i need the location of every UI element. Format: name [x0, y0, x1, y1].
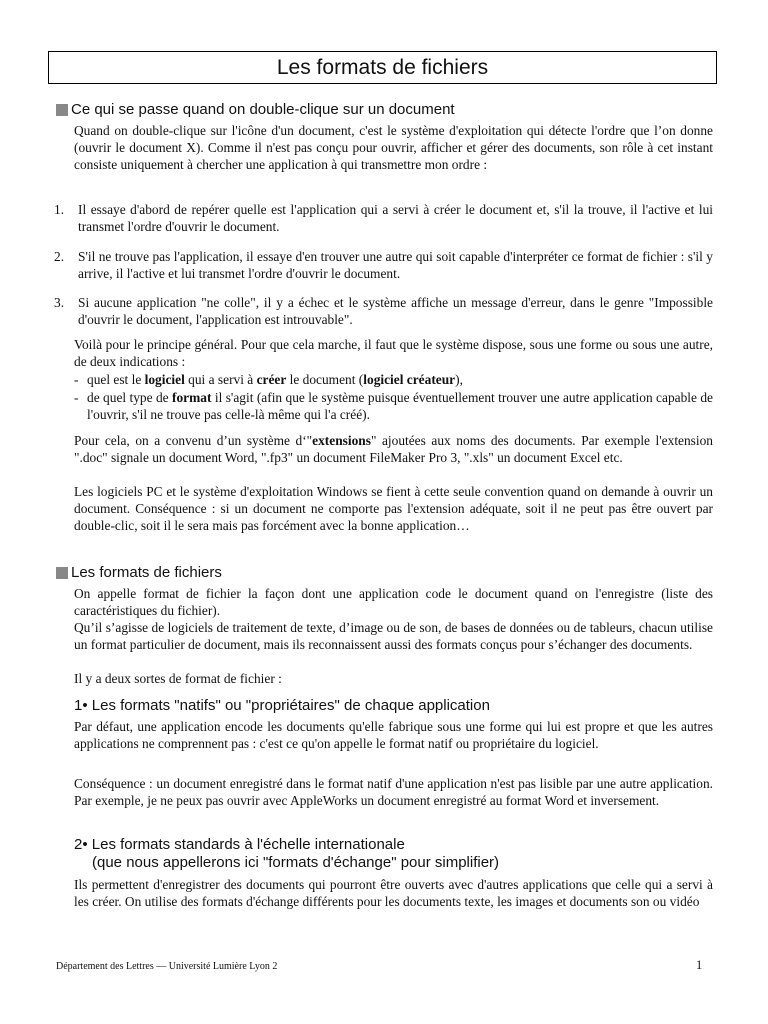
dash-marker: -: [74, 372, 79, 387]
dash-item-software: quel est le logiciel qui a servi à créer le document (logiciel créateur),: [87, 372, 463, 387]
format-definition-paragraph: On appelle format de fichier la façon dont une application code le document quand on l'enregistre (liste des caractéristiques du fichier).: [74, 586, 713, 618]
windows-paragraph: Les logiciels PC et le système d'exploitation Windows se fient à cette seule convention quand on demande à ouvrir un document. Conséquence : si un document ne comporte pas l'extension adéquate, soit il ne peut pas être ouvert par double-clic, soit il le sera mais pas forcément avec la bonne application…: [74, 484, 713, 533]
step-number: 1.: [54, 202, 65, 217]
step-text: Si aucune application "ne colle", il y a échec et le système affiche un message d'erreur, dans le genre "Impossible d'ouvrir le document, l'application est introuvable".: [78, 295, 713, 327]
footer-text: Département des Lettres — Université Lumière Lyon 2: [56, 961, 278, 972]
consequence-paragraph: Conséquence : un document enregistré dans le format natif d'une application n'est pas lisible par une autre application. Par exemple, je ne peux pas ouvrir avec AppleWorks un document enregistré au format Word et inversement.: [74, 776, 713, 808]
page-number: 1: [696, 958, 703, 972]
principle-paragraph: Voilà pour le principe général. Pour que cela marche, il faut que le système dispose, sous une forme ou sous une autre, de deux indications :: [74, 337, 713, 369]
two-kinds-paragraph: Il y a deux sortes de format de fichier :: [74, 671, 282, 686]
software-types-paragraph: Qu’il s’agisse de logiciels de traitement de texte, d’image ou de son, de bases de données ou de tableurs, chacun utilise un format particulier de document, mais ils reconnaissent aussi des formats conçus pour s’échanger des documents.: [74, 620, 713, 652]
subheading-native-formats: 1• Les formats "natifs" ou "propriétaires" de chaque application: [74, 697, 490, 714]
step-number: 3.: [54, 295, 65, 310]
square-bullet-icon: [56, 104, 68, 116]
step-text: Il essaye d'abord de repérer quelle est l'application qui a servi à créer le document et, s'il la trouve, il l'active et lui transmet l'ordre d'ouvrir le document.: [78, 202, 713, 234]
intro-paragraph: Quand on double-clique sur l'icône d'un document, c'est le système d'exploitation qui détecte l'ordre que l’on donne (ouvrir le document X). Comme il n'est pas conçu pour ouvrir, afficher et gérer des documents, son rôle à cet instant consiste uniquement à chercher une application à qui transmettre mon ordre :: [74, 123, 713, 172]
section-heading-text: Ce qui se passe quand on double-clique sur un document: [71, 101, 455, 118]
extensions-paragraph: Pour cela, on a convenu d’un système d‘"extensions" ajoutées aux noms des documents. Par exemple l'extension ".doc" signale un document Word, ".fp3" un document FileMaker Pro 3, ".xls" un document Excel etc.: [74, 433, 714, 465]
subheading-exchange-formats: (que nous appellerons ici "formats d'échange" pour simplifier): [92, 854, 500, 871]
section-heading-double-click: [56, 101, 455, 118]
step-number: 2.: [54, 249, 65, 264]
section-heading-formats: [56, 564, 222, 581]
subheading-standard-formats: 2• Les formats standards à l'échelle internationale: [74, 836, 405, 853]
dash-item-format: de quel type de format il s'agit (afin que le système puisque éventuellement trouver une autre application capable de l'ouvrir, s'il ne trouve pas celle-là même qui l'a créé).: [87, 390, 713, 422]
page-title: Les formats de fichiers: [48, 51, 717, 84]
dash-marker: -: [74, 390, 79, 405]
exchange-paragraph: Ils permettent d'enregistrer des documents qui pourront être ouverts avec d'autres applications que celle qui a servi à les créer. On utilise des formats d'échange différents pour les documents texte, les images et documents son ou vidéo: [74, 877, 713, 909]
square-bullet-icon: [56, 567, 68, 579]
native-paragraph: Par défaut, une application encode les documents qu'elle fabrique sous une forme qui lui est propre et que les autres applications ne comprennent pas : c'est ce qu'on appelle le format natif ou propriétaire du logiciel.: [74, 719, 713, 751]
section-heading-text: Les formats de fichiers: [71, 564, 222, 581]
step-text: S'il ne trouve pas l'application, il essaye d'en trouver une autre qui soit capable d'interpréter ce format de fichier : s'il y arrive, il l'active et lui transmet l'ordre d'ouvrir le document.: [78, 249, 713, 281]
